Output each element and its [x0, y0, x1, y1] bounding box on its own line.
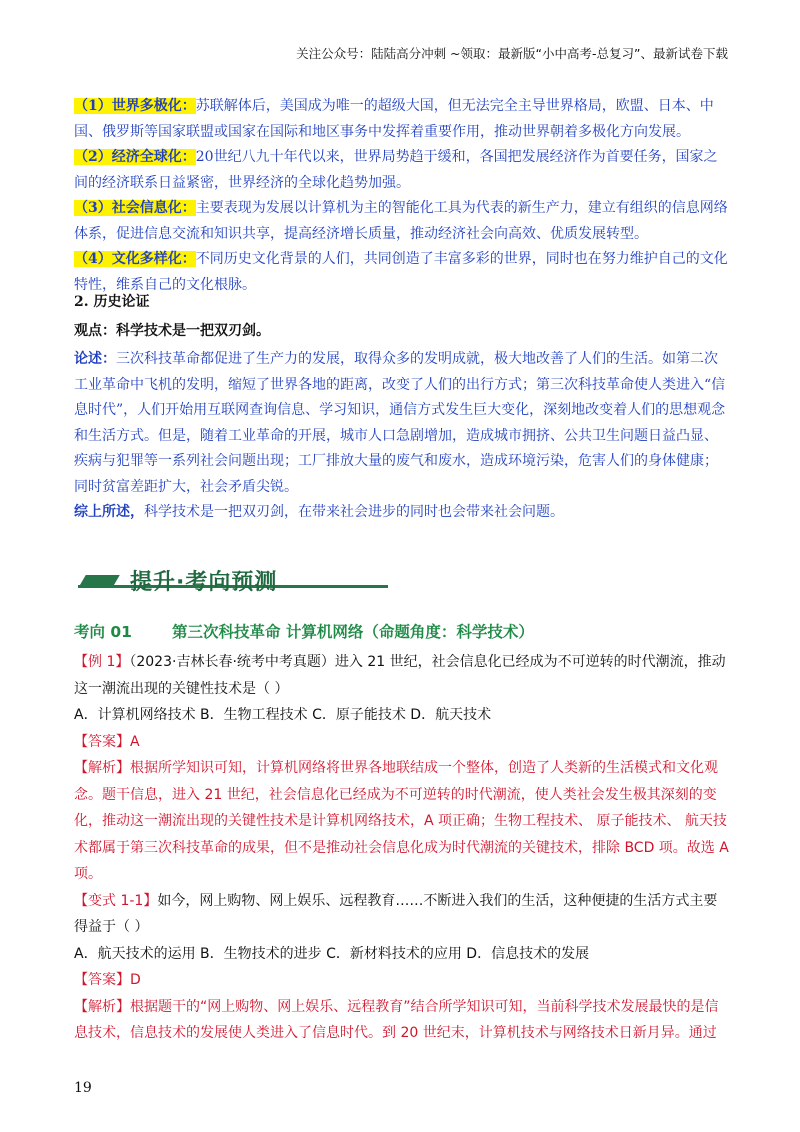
argument-text: 三次科技革命都促进了生产力的发展，取得众多的发明成就，极大地改善了人们的生活。如第二次工业革命中飞机的发明，缩短了世界各地的距离，改变了人们的出行方式；第三次科技革命使人类进入“信息时代”，人们开始用互联网查询信息、学习知识，通信方式发生巨大变化，深刻地改变着人们的思想观念和生活方式。但是，随着工业革命的开展，城市人口急剧增加，造成城市拥挤、公共卫生问题日益凸显、疾病与犯罪等一系列社会问题出现；工厂排放大量的废气和废水，造成环境污染，危害人们的身体健康；同时贫富差距扩大，社会矛盾尖锐。	[74, 351, 726, 495]
kao-heading	[74, 620, 534, 642]
point-2	[74, 145, 730, 196]
kao-title: 第三次科技革命 计算机网络（命题角度：科学技术）	[171, 623, 534, 641]
analysis-text: 根据题干的“网上购物、网上娱乐、远程教育”结合所学知识可知，当前科学技术发展最快的是信息技术，信息技术的发展使人类进入了信息时代。到 20 世纪末，计算机技术与网络技术日新月异。通过	[74, 998, 719, 1041]
point-text: 主要表现为发展以计算机为主的智能化工具为代表的新生产力，建立有组织的信息网络体系，促进信息交流和知识共享，提高经济增长质量，推动经济社会向高效、优质发展转型。	[74, 200, 728, 242]
variant-analysis	[74, 994, 730, 1047]
example-options: A．计算机网络技术 B．生物工程技术 C．原子能技术 D．航天技术	[74, 707, 492, 723]
history-heading: 2. 历史论证	[74, 294, 150, 310]
section-banner	[74, 565, 404, 607]
summary	[74, 500, 730, 526]
example-analysis	[74, 755, 730, 888]
variant-answer	[74, 967, 730, 994]
kao-number: 考向 01	[74, 623, 132, 641]
answer-value: A	[130, 733, 140, 750]
point-text: 20世纪八九十年代以来，世界局势趋于缓和，各国把发展经济作为首要任务，国家之间的经济联系日益紧密，世界经济的全球化趋势加强。	[74, 149, 718, 191]
analysis-tag: 【解析】	[74, 760, 130, 776]
point-text: 不同历史文化背景的人们，共同创造了丰富多彩的世界，同时也在努力维护自己的文化特性，维系自己的文化根脉。	[74, 251, 728, 293]
page-header: 关注公众号：陆陆高分冲刺 ~领取：最新版“小中高考-总复习”、最新试卷下载	[296, 46, 728, 61]
section-title: 提升·考向预测	[130, 570, 278, 595]
answer-value: D	[130, 972, 141, 988]
viewpoint-label: 观点：	[74, 322, 116, 339]
answer-tag: 【答案】	[74, 972, 130, 988]
example-tag: 【例 1】	[74, 654, 130, 670]
viewpoint-text: 科学技术是一把双刃剑。	[116, 322, 270, 339]
analysis-tag: 【解析】	[74, 998, 130, 1015]
summary-text: 科学技术是一把双刃剑，在带来社会进步的同时也会带来社会问题。	[144, 504, 564, 520]
example-question	[74, 649, 730, 702]
analysis-text: 根据所学知识可知，计算机网络将世界各地联结成一个整体，创造了人类新的生活模式和文化观念。题干信息，进入 21 世纪，社会信息化已经成为不可逆转的时代潮流，使人类社会发生极其深刻的变化，推动这一潮流出现的关键性技术是计算机网络技术，A 项正确；生物工程技术、 原子能技术、 航天技术都属于第三次科技革命的成果，但不是推动社会信息化成为时代潮流的关键技术，排除 BCD 项。故选 A 项。	[74, 760, 729, 882]
points-section	[74, 94, 730, 298]
point-label: （2）经济全球化：	[74, 149, 196, 165]
variant-question	[74, 888, 730, 941]
point-3	[74, 196, 730, 247]
point-label: （3）社会信息化：	[74, 200, 196, 216]
summary-label: 综上所述，	[74, 504, 144, 520]
example-answer	[74, 729, 730, 756]
page-number: 19	[74, 1080, 92, 1096]
argument-label: 论述：	[74, 351, 116, 367]
argument	[74, 347, 730, 500]
point-text: 苏联解体后，美国成为唯一的超级大国，但无法完全主导世界格局，欧盟、日本、中国、俄罗斯等国家联盟或国家在国际和地区事务中发挥着重要作用，推动世界朝着多极化方向发展。	[74, 98, 714, 140]
point-1	[74, 94, 730, 145]
viewpoint	[74, 319, 730, 345]
history-section	[74, 290, 730, 526]
variant-text: 如今，网上购物、网上娱乐、远程教育……不断进入我们的生活，这种便捷的生活方式主要得益于（ ）	[74, 892, 718, 935]
example-1	[74, 649, 730, 1047]
point-label: （1）世界多极化：	[74, 98, 196, 114]
variant-options: A．航天技术的运用 B．生物技术的进步 C．新材料技术的应用 D．信息技术的发展	[74, 945, 590, 962]
point-label: （4）文化多样化：	[74, 251, 196, 267]
variant-tag: 【变式 1-1】	[74, 892, 158, 909]
answer-tag: 【答案】	[74, 733, 130, 750]
question-text: （2023·吉林长春·统考中考真题）进入 21 世纪，社会信息化已经成为不可逆转的时代潮流，推动这一潮流出现的关键性技术是（ ）	[74, 654, 726, 697]
